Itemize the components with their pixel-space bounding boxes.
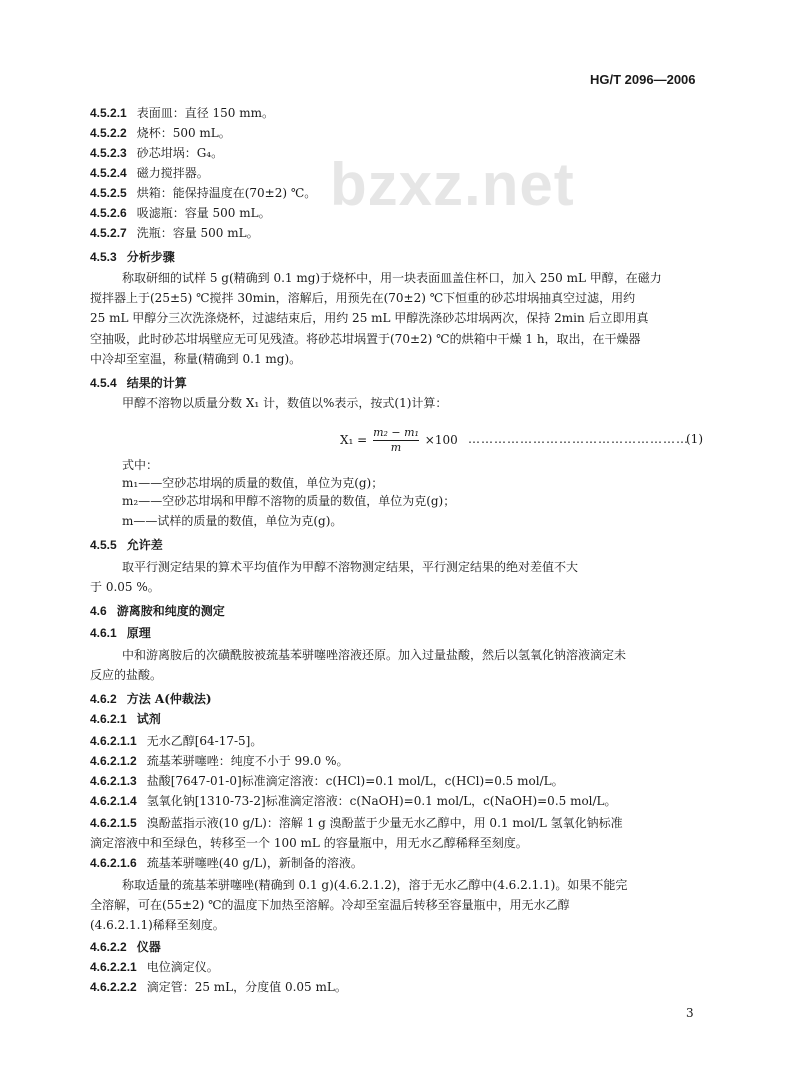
clause-text: 洗瓶：容量 500 mL。	[136, 226, 259, 240]
section-heading: 分析步骤	[126, 250, 175, 264]
clause-text: 滴定管：25 mL，分度值 0.05 mL。	[146, 980, 347, 994]
clause-text: 滴定溶液中和至绿色，转移至一个 100 mL 的容量瓶中，用无水乙醇稀释至刻度。	[90, 836, 528, 850]
text-line	[90, 772, 564, 790]
clause-text: 电位滴定仪。	[146, 960, 219, 974]
section-heading: 试剂	[136, 712, 161, 726]
clause-number: 4.5.2.6	[90, 206, 127, 220]
text-line	[90, 916, 225, 934]
clause-text: 氢氧化钠[1310-73-2]标准滴定溶液：c(NaOH)=0.1 mol/L，c(NaOH)=0.5 mol/L。	[146, 794, 617, 808]
section-heading: 结果的计算	[126, 376, 187, 390]
clause-number: 4.5.4	[90, 376, 117, 390]
clause-text: 中冷却至室温，称量(精确到 0.1 mg)。	[90, 352, 302, 366]
clause-text: 烧杯：500 mL。	[136, 126, 231, 140]
clause-number: 4.6.2.1.1	[90, 734, 137, 748]
text-line	[90, 578, 160, 596]
clause-text: m₁——空砂芯坩埚的质量的数值，单位为克(g)；	[122, 476, 384, 490]
text-line	[90, 204, 271, 222]
clause-text: 搅拌器上于(25±5) ℃搅拌 30min，溶解后，用预先在(70±2) ℃下恒重的砂芯坩埚抽真空过滤，用约	[90, 291, 636, 305]
clause-text: 吸滤瓶：容量 500 mL。	[136, 206, 271, 220]
text-line	[90, 814, 623, 832]
clause-text: 表面皿：直径 150 mm。	[136, 106, 274, 120]
formula-leader-dots: ……………………………………………	[468, 432, 689, 446]
clause-number: 4.6.2.2	[90, 940, 127, 954]
clause-number: 4.5.3	[90, 250, 117, 264]
clause-text: (4.6.2.1.1)稀释至刻度。	[90, 918, 225, 932]
text-line	[90, 896, 570, 914]
clause-number: 4.5.2.7	[90, 226, 127, 240]
clause-text: 无水乙醇[64-17-5]。	[146, 734, 263, 748]
text-line	[90, 124, 231, 142]
text-line	[90, 144, 223, 162]
clause-text: 盐酸[7647-01-0]标准滴定溶液：c(HCl)=0.1 mol/L，c(HCl)=0.5 mol/L。	[146, 774, 564, 788]
text-line	[90, 666, 162, 684]
section-heading: 允许差	[126, 538, 163, 552]
clause-text: m——试样的质量的数值，单位为克(g)。	[122, 514, 343, 528]
text-line	[90, 752, 348, 770]
clause-text: m₂——空砂芯坩埚和甲醇不溶物的质量的数值，单位为克(g)；	[122, 494, 456, 508]
formula-numerator: m₂ − m₁	[373, 426, 419, 439]
text-line	[90, 350, 301, 368]
clause-text: 巯基苯骈噻唑：纯度不小于 99.0 %。	[146, 754, 349, 768]
text-line	[90, 690, 212, 708]
clause-text: 称取适量的巯基苯骈噻唑(精确到 0.1 g)(4.6.2.1.2)，溶于无水乙醇中(4.6.2.1.1)。如果不能完	[122, 878, 628, 892]
standard-code: HG/T 2096—2006	[590, 72, 696, 87]
clause-number: 4.5.2.5	[90, 186, 127, 200]
text-line	[122, 456, 158, 474]
formula-1	[340, 426, 458, 455]
text-line	[90, 710, 161, 728]
text-line	[90, 309, 649, 327]
formula-fraction	[373, 426, 419, 455]
text-line	[90, 536, 163, 554]
clause-number: 4.6.2.1	[90, 712, 127, 726]
text-line	[90, 834, 528, 852]
clause-number: 4.6.2.1.2	[90, 754, 137, 768]
text-line	[90, 958, 219, 976]
section-heading: 方法 A(仲裁法)	[126, 692, 212, 706]
clause-text: 溴酚蓝指示液(10 g/L)：溶解 1 g 溴酚蓝于少量无水乙醇中，用 0.1 mol/L 氢氧化钠标准	[146, 816, 623, 830]
clause-text: 空抽吸，此时砂芯坩埚壁应无可见残渣。将砂芯坩埚置于(70±2) ℃的烘箱中干燥 1 h，取出，在干燥器	[90, 332, 641, 346]
text-line	[90, 624, 151, 642]
text-line	[122, 474, 383, 492]
clause-text: 甲醇不溶物以质量分数 X₁ 计，数值以%表示，按式(1)计算：	[122, 396, 448, 410]
text-line	[90, 792, 617, 810]
text-line	[90, 854, 363, 872]
clause-number: 4.5.5	[90, 538, 117, 552]
clause-number: 4.6.2	[90, 692, 117, 706]
clause-text: 于 0.05 %。	[90, 580, 160, 594]
text-line	[90, 732, 262, 750]
formula-lhs: X₁ =	[340, 433, 368, 447]
clause-text: 反应的盐酸。	[90, 668, 163, 682]
text-line	[90, 938, 161, 956]
clause-text: 磁力搅拌器。	[136, 166, 209, 180]
text-line	[90, 374, 187, 392]
clause-number: 4.6.2.1.5	[90, 816, 137, 830]
text-line	[122, 512, 342, 530]
clause-text: 烘箱：能保持温度在(70±2) ℃。	[136, 186, 317, 200]
formula-rhs: ×100	[424, 433, 458, 447]
text-line	[90, 224, 259, 242]
clause-number: 4.6.1	[90, 626, 117, 640]
formula-denominator: m	[373, 440, 419, 455]
text-line	[122, 492, 455, 510]
clause-text: 25 mL 甲醇分三次洗涤烧杯，过滤结束后，用约 25 mL 甲醇洗涤砂芯坩埚两次，保持 2min 后立即用真	[90, 311, 649, 325]
clause-number: 4.5.2.2	[90, 126, 127, 140]
clause-number: 4.5.2.3	[90, 146, 127, 160]
text-line	[90, 289, 635, 307]
clause-text: 砂芯坩埚：G₄。	[136, 146, 224, 160]
text-line	[122, 269, 662, 287]
clause-number: 4.5.2.4	[90, 166, 127, 180]
clause-number: 4.6.2.2.1	[90, 960, 137, 974]
section-heading: 原理	[126, 626, 151, 640]
section-heading: 仪器	[136, 940, 161, 954]
clause-number: 4.5.2.1	[90, 106, 127, 120]
text-line	[90, 104, 274, 122]
formula-number: (1)	[686, 432, 703, 446]
clause-text: 全溶解，可在(55±2) ℃的温度下加热至溶解。冷却至室温后转移至容量瓶中，用无水乙醇	[90, 898, 570, 912]
text-line	[122, 394, 447, 412]
clause-number: 4.6.2.2.2	[90, 980, 137, 994]
clause-number: 4.6.2.1.4	[90, 794, 137, 808]
clause-text: 巯基苯骈噻唑(40 g/L)，新制备的溶液。	[146, 856, 363, 870]
watermark: bzxz.net	[330, 151, 575, 218]
clause-text: 称取研细的试样 5 g(精确到 0.1 mg)于烧杯中，用一块表面皿盖住杯口，加入 250 mL 甲醇，在磁力	[122, 271, 662, 285]
text-line	[90, 602, 225, 620]
text-line	[122, 558, 578, 576]
clause-number: 4.6.2.1.6	[90, 856, 137, 870]
text-line	[90, 330, 641, 348]
text-line	[90, 248, 175, 266]
section-heading: 游离胺和纯度的测定	[116, 604, 225, 618]
clause-number: 4.6.2.1.3	[90, 774, 137, 788]
text-line	[90, 164, 209, 182]
clause-text: 中和游离胺后的次磺酰胺被巯基苯骈噻唑溶液还原。加入过量盐酸，然后以氢氧化钠溶液滴定未	[122, 648, 627, 662]
text-line	[90, 184, 316, 202]
clause-text: 式中：	[122, 458, 159, 472]
text-line	[122, 646, 626, 664]
text-line	[122, 876, 627, 894]
page-number: 3	[686, 1006, 694, 1020]
text-line	[90, 978, 347, 996]
clause-text: 取平行测定结果的算术平均值作为甲醇不溶物测定结果，平行测定结果的绝对差值不大	[122, 560, 579, 574]
clause-number: 4.6	[90, 604, 107, 618]
